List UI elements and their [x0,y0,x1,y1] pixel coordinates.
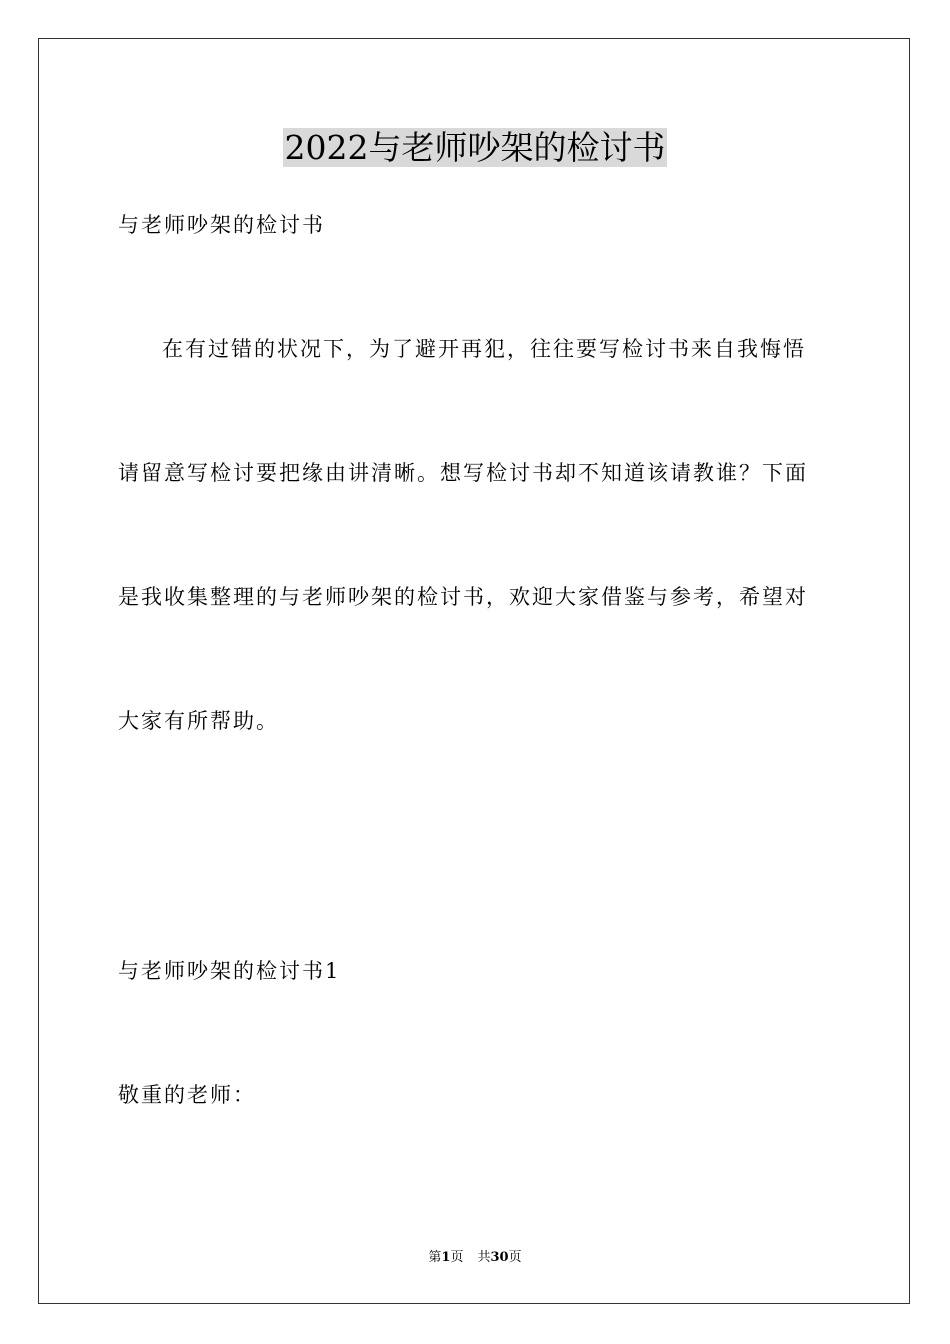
paragraph-line: 大家有所帮助。 [118,709,279,733]
page-number: 1 [441,1250,451,1265]
section-heading: 与老师吵架的检讨书1 [118,959,341,983]
page-suffix: 页 [450,1250,464,1265]
total-suffix: 页 [508,1250,522,1265]
paragraph-line: 在有过错的状况下，为了避开再犯，往往要写检讨书来自我悔悟 [162,337,806,361]
total-prefix: 共 [477,1250,491,1265]
salutation: 敬重的老师： [118,1083,256,1107]
page-footer [0,1246,950,1265]
document-subtitle: 与老师吵架的检讨书 [118,213,325,237]
document-title [0,126,950,170]
paragraph-line: 是我收集整理的与老师吵架的检讨书，欢迎大家借鉴与参考，希望对 [118,585,808,609]
paragraph-line: 请留意写检讨要把缘由讲清晰。想写检讨书却不知道该请教谁？下面 [118,461,808,485]
page-prefix: 第 [428,1250,442,1265]
total-pages: 30 [490,1250,509,1265]
document-title-text: 2022与老师吵架的检讨书 [284,128,666,167]
